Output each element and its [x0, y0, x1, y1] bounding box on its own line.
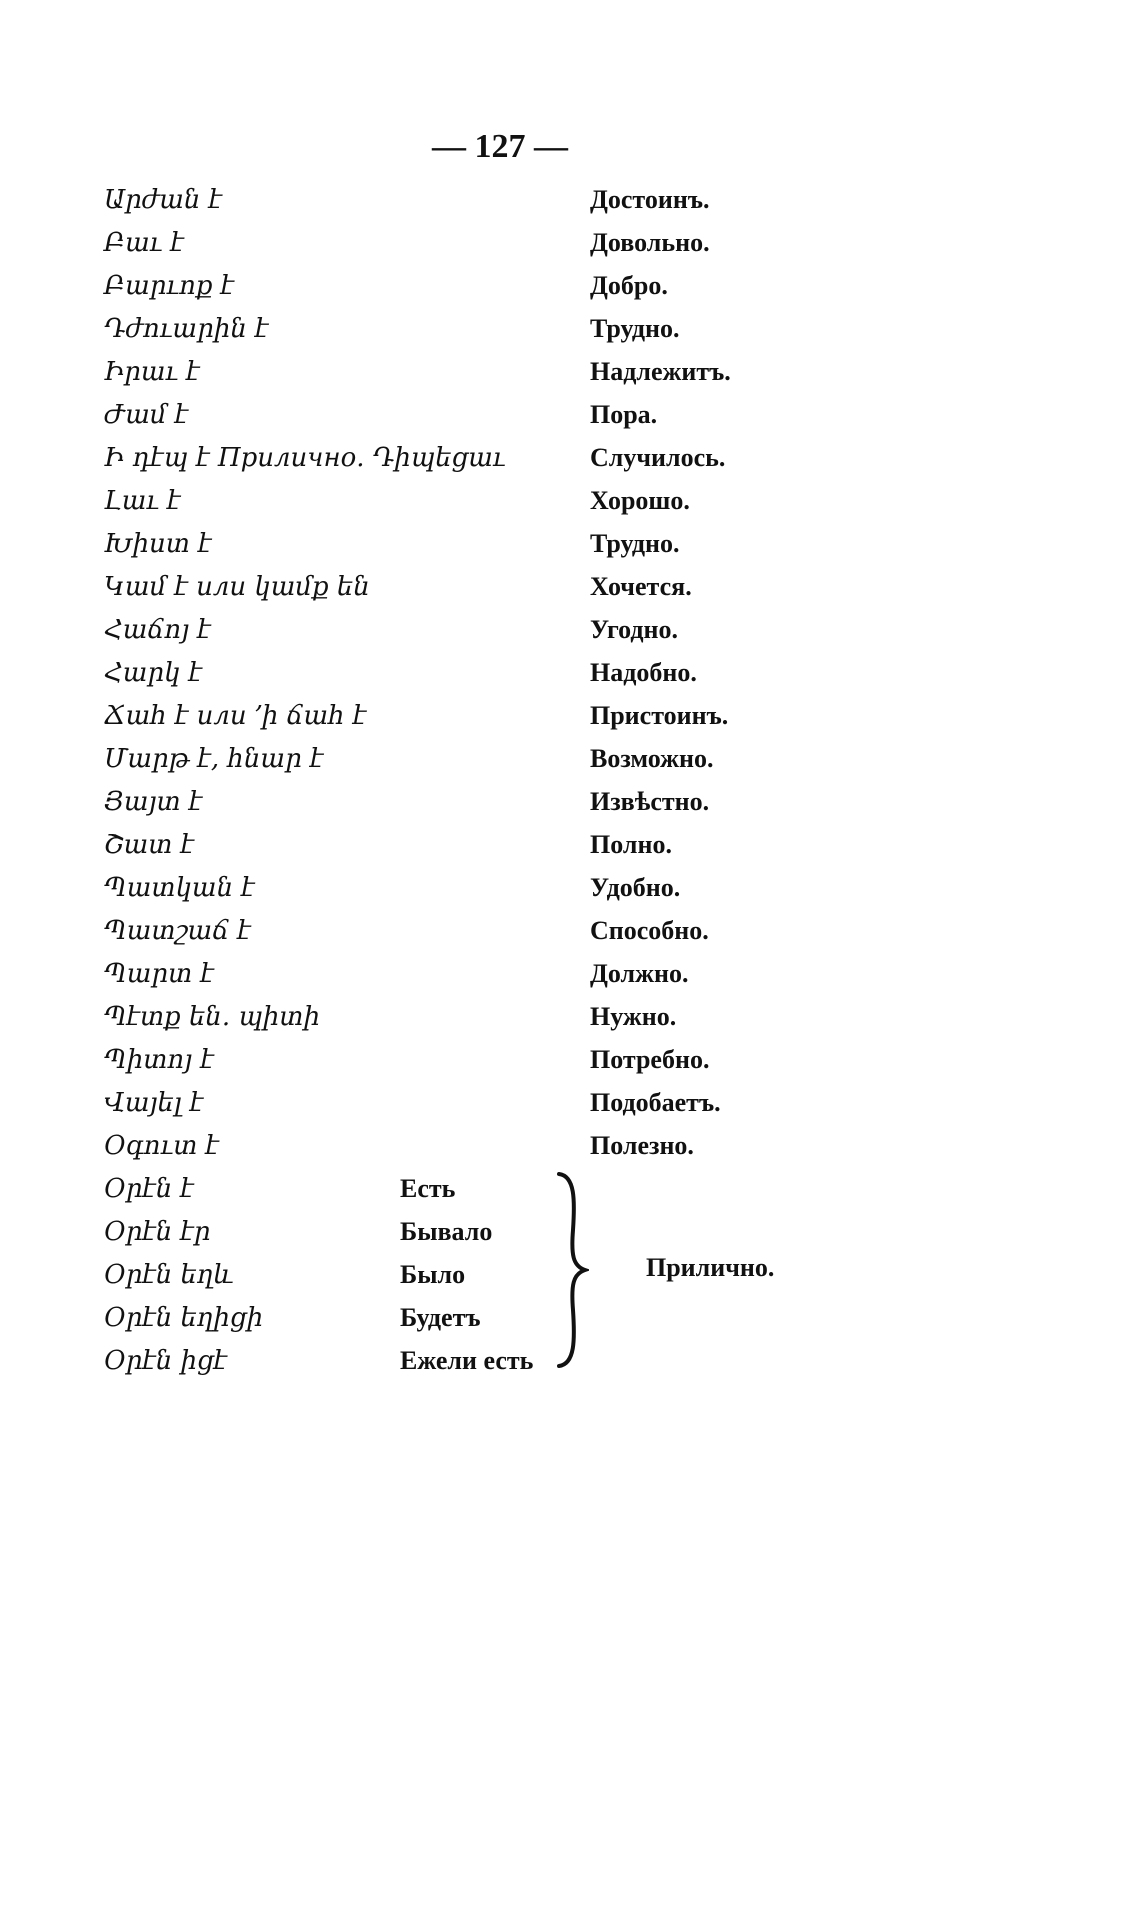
list-item	[104, 739, 1004, 779]
armenian-term: Օրէն եղիցի	[104, 1303, 264, 1333]
list-item	[104, 223, 1004, 263]
armenian-term: Բաւ է	[104, 228, 184, 258]
russian-translation: Подобаетъ.	[590, 1088, 721, 1117]
list-item	[104, 180, 1004, 220]
armenian-term: Պատկան է	[104, 873, 255, 903]
armenian-term: Յայտ է	[104, 787, 203, 817]
russian-translation: Полезно.	[590, 1131, 694, 1160]
list-item	[104, 954, 1004, 994]
russian-translation: Нужно.	[590, 1002, 677, 1031]
russian-translation: Трудно.	[590, 529, 680, 558]
curly-brace	[555, 1170, 589, 1370]
group-item	[104, 1298, 1004, 1338]
russian-translation: Было	[400, 1260, 466, 1289]
armenian-term: Շատ է	[104, 830, 194, 860]
armenian-term: Խիստ է	[104, 529, 212, 559]
page-number: — 127 —	[432, 128, 568, 165]
list-item	[104, 1040, 1004, 1080]
armenian-term: Վայել է	[104, 1088, 204, 1118]
russian-translation: Надобно.	[590, 658, 697, 687]
armenian-term: Պէտք են. պիտի	[104, 1002, 320, 1032]
armenian-term: Օրէն էր	[104, 1217, 211, 1247]
armenian-term: Հարկ է	[104, 658, 202, 688]
group-item	[104, 1341, 1004, 1381]
russian-translation: Довольно.	[590, 228, 710, 257]
list-item	[104, 868, 1004, 908]
armenian-term: Օրէն է	[104, 1174, 194, 1204]
russian-translation: Хочется.	[590, 572, 692, 601]
armenian-term: Լաւ է	[104, 486, 181, 516]
armenian-term: Օրէն իցէ	[104, 1346, 227, 1376]
russian-translation: Будетъ	[400, 1303, 481, 1332]
russian-translation: Потребно.	[590, 1045, 710, 1074]
list-item	[104, 266, 1004, 306]
armenian-term: Ժամ է	[104, 400, 189, 430]
armenian-term: Արժան է	[104, 185, 222, 215]
armenian-term: Կամ է или կամք են	[104, 572, 370, 602]
russian-translation: Случилось.	[590, 443, 726, 472]
russian-translation: Должно.	[590, 959, 689, 988]
russian-translation: Угодно.	[590, 615, 678, 644]
list-item	[104, 825, 1004, 865]
russian-translation: Ежели есть	[400, 1346, 534, 1375]
list-item	[104, 395, 1004, 435]
list-item	[104, 782, 1004, 822]
russian-translation: Бывало	[400, 1217, 493, 1246]
group-item	[104, 1212, 1004, 1252]
group-item	[104, 1255, 1004, 1295]
group-meaning: Прилично.	[646, 1253, 775, 1282]
russian-translation: Есть	[400, 1174, 456, 1203]
russian-translation: Добро.	[590, 271, 668, 300]
list-item	[104, 696, 1004, 736]
armenian-term: Ի դէպ է Прилично. Դիպեցաւ	[104, 443, 506, 473]
list-item	[104, 438, 1004, 478]
russian-translation: Достоинъ.	[590, 185, 710, 214]
russian-translation: Трудно.	[590, 314, 680, 343]
armenian-term: Ճահ է или ՚ի ճահ է	[104, 701, 367, 731]
armenian-term: Դժուարին է	[104, 314, 269, 344]
list-item	[104, 481, 1004, 521]
russian-translation: Хорошо.	[590, 486, 690, 515]
russian-translation: Возможно.	[590, 744, 714, 773]
armenian-term: Պիտոյ է	[104, 1045, 214, 1075]
armenian-term: Հաճոյ է	[104, 615, 211, 645]
russian-translation: Пристоинъ.	[590, 701, 729, 730]
russian-translation: Надлежитъ.	[590, 357, 731, 386]
list-item	[104, 911, 1004, 951]
list-item	[104, 610, 1004, 650]
list-item	[104, 653, 1004, 693]
russian-translation: Пора.	[590, 400, 658, 429]
list-item	[104, 1126, 1004, 1166]
armenian-term: Պատշաճ է	[104, 916, 251, 946]
russian-translation: Удобно.	[590, 873, 681, 902]
russian-translation: Извѣстно.	[590, 787, 710, 816]
armenian-term: Իրաւ է	[104, 357, 200, 387]
armenian-term: Մարթ է, հնար է	[104, 744, 324, 774]
russian-translation: Способно.	[590, 916, 709, 945]
list-item	[104, 309, 1004, 349]
list-item	[104, 1083, 1004, 1123]
russian-translation: Полно.	[590, 830, 672, 859]
armenian-term: Օրէն եղև	[104, 1260, 234, 1290]
armenian-term: Պարտ է	[104, 959, 214, 989]
group-item	[104, 1169, 1004, 1209]
list-item	[104, 567, 1004, 607]
armenian-term: Բարւոք է	[104, 271, 234, 301]
list-item	[104, 352, 1004, 392]
list-item	[104, 997, 1004, 1037]
list-item	[104, 524, 1004, 564]
armenian-term: Օգուտ է	[104, 1131, 219, 1161]
